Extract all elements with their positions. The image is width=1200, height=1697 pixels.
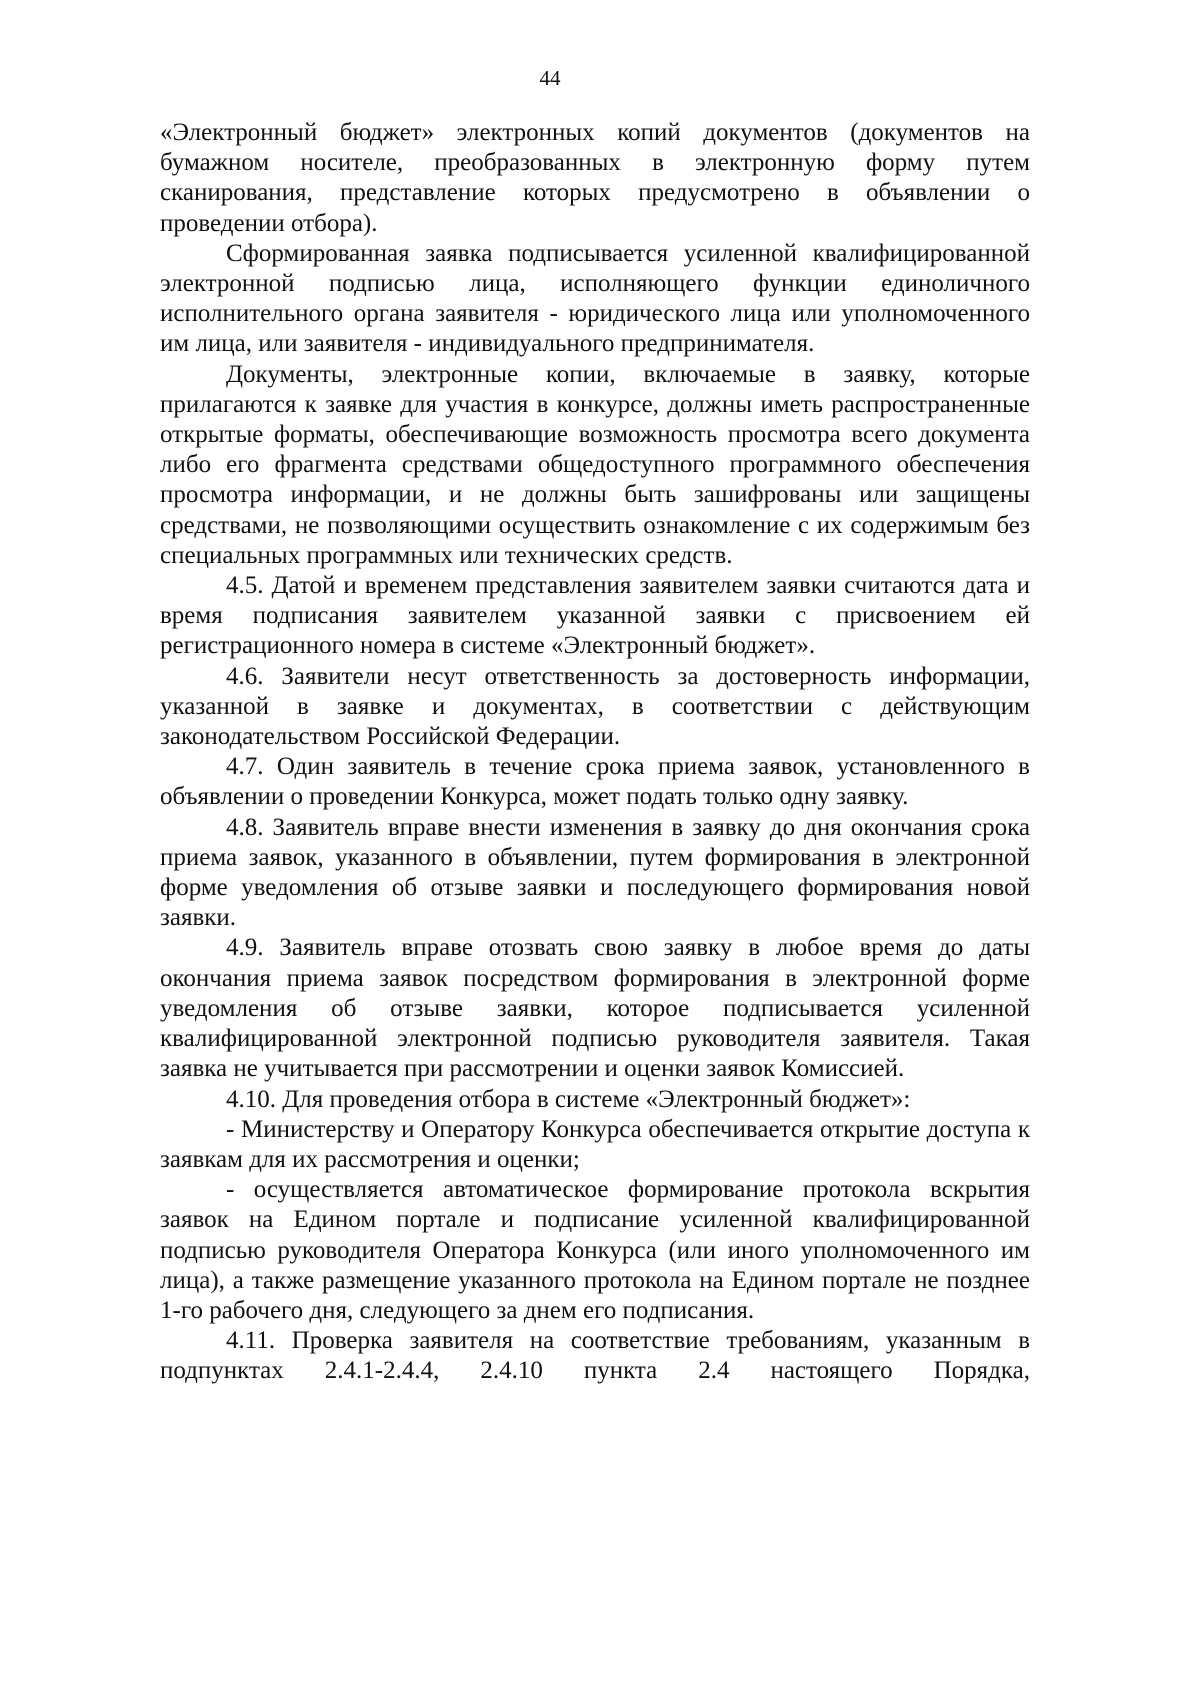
paragraph-4-10: 4.10. Для проведения отбора в системе «Электронный бюджет»: <box>226 1085 911 1113</box>
paragraph-4-11: 4.11. Проверка заявителя на соответствие требованиям, указанным в подпунктах 2.4.1-2.4.4, 2.4.10 пункта 2.4 настоящего Порядка, <box>160 1327 1030 1385</box>
paragraph-signature: Сформированная заявка подписывается усиленной квалифицированной электронной подписью лица, исполняющего функции единоличного исполнительного органа заявителя - юридического лица или уполномоченного им лица, или заявителя - индивидуального предпринимателя. <box>160 239 1030 358</box>
paragraph-continuation: «Электронный бюджет» электронных копий документов (документов на бумажном носителе, преобразованных в электронную форму путем сканирования, представление которых предусмотрено в объявлении о проведении отбора). <box>160 119 1030 237</box>
paragraph-4-10-item-1: - Министерству и Оператору Конкурса обеспечивается открытие доступа к заявкам для их рассмотрения и оценки; <box>160 1115 1030 1173</box>
paragraph-4-9: 4.9. Заявитель вправе отозвать свою заявку в любое время до даты окончания приема заявок посредством формирования в электронной форме уведомления об отзыве заявки, которое подписывается усиленной квалифицированной электронной подписью руководителя заявителя. Такая заявка не учитывается при рассмотрении и оценки заявок Комиссией. <box>160 934 1030 1083</box>
paragraph-4-10-item-2: - осуществляется автоматическое формирование протокола вскрытия заявок на Едином портале и подписание усиленной квалифицированной подписью руководителя Оператора Конкурса (или иного уполномоченного им лица), а также размещение указанного протокола на Едином портале не позднее 1-го рабочего дня, следующего за днем его подписания. <box>160 1176 1030 1324</box>
body-text <box>160 118 1030 1387</box>
page-number: 44 <box>539 66 561 90</box>
paragraph-documents-formats: Документы, электронные копии, включаемые в заявку, которые прилагаются к заявке для участия в конкурсе, должны иметь распространенные открытые форматы, обеспечивающие возможность просмотра всего документа либо его фрагмента средствами общедоступного программного обеспечения просмотра информации, и не должны быть зашифрованы или защищены средствами, не позволяющими осуществить ознакомление с их содержимым без специальных программных или технических средств. <box>160 360 1030 569</box>
paragraph-4-8: 4.8. Заявитель вправе внести изменения в заявку до дня окончания срока приема заявок, указанного в объявлении, путем формирования в электронной форме уведомления об отзыве заявки и последующего формирования новой заявки. <box>160 813 1030 932</box>
paragraph-4-6: 4.6. Заявители несут ответственность за достоверность информации, указанной в заявке и документах, в соответствии с действующим законодательством Российской Федерации. <box>160 662 1030 751</box>
paragraph-4-5: 4.5. Датой и временем представления заявителем заявки считаются дата и время подписания заявителем указанной заявки с присвоением ей регистрационного номера в системе «Электронный бюджет». <box>160 572 1030 660</box>
paragraph-4-7: 4.7. Один заявитель в течение срока приема заявок, установленного в объявлении о проведении Конкурса, может подать только одну заявку. <box>160 753 1030 811</box>
